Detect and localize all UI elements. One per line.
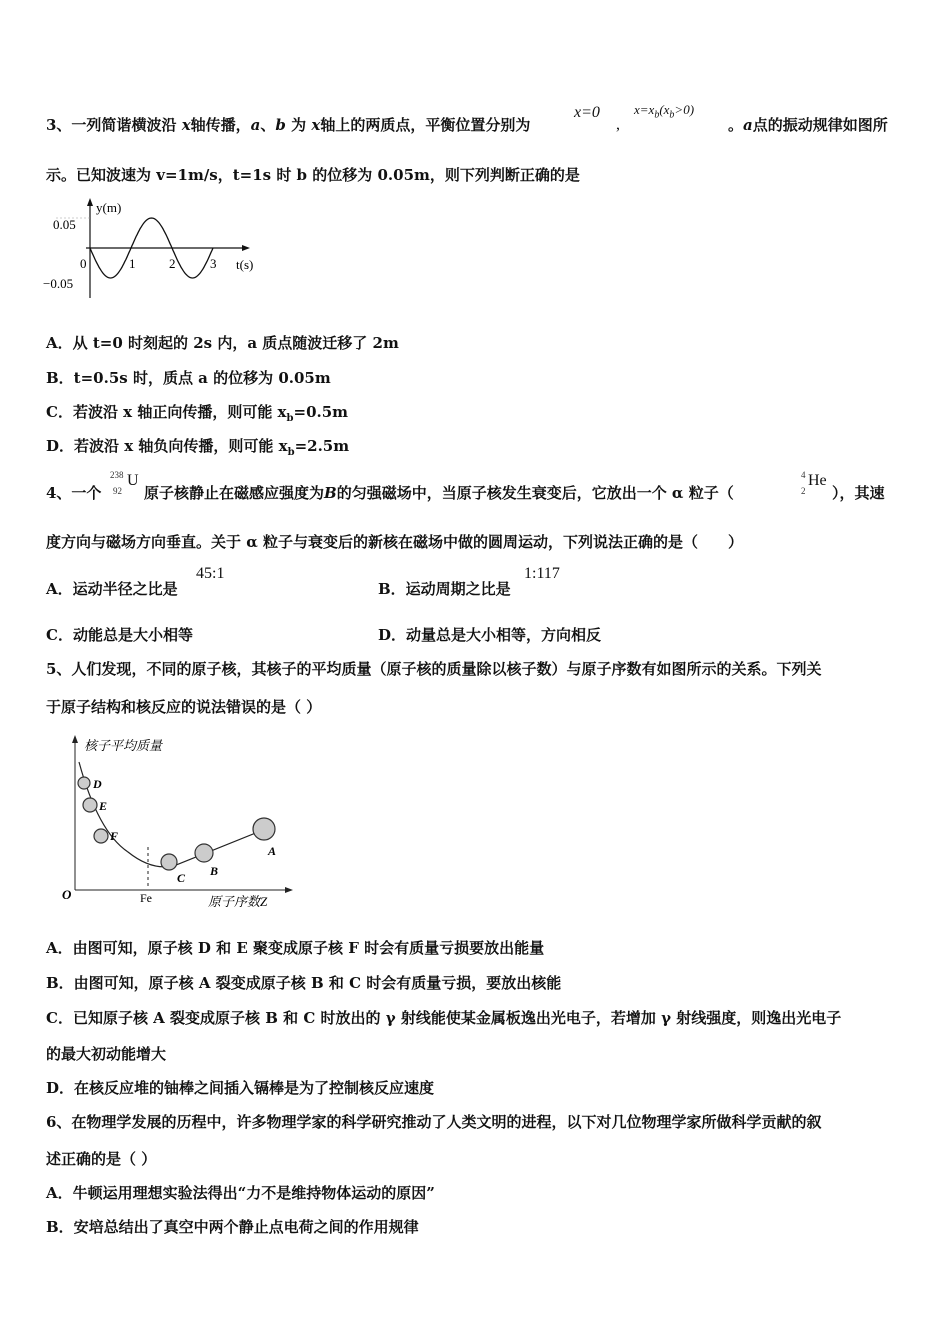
q4-stem-line1-start: 4、一个 xyxy=(46,484,102,502)
q3-text: 轴传播， xyxy=(190,116,251,134)
point-e xyxy=(83,798,97,812)
x-tick-3: 3 xyxy=(210,256,217,271)
y-tick-pos: 0.05 xyxy=(53,217,76,232)
q3-text: 轴上的两质点，平衡位置分别为 xyxy=(320,116,531,134)
label-c: C xyxy=(177,871,186,885)
q5-option-c-cont: 的最大初动能增大 xyxy=(46,1045,167,1063)
q4-stem-line1-end: ），其速 xyxy=(832,484,885,502)
q4-option-d: D．动量总是大小相等，方向相反 xyxy=(378,626,602,644)
q3-comma: , xyxy=(616,116,620,133)
label-a: A xyxy=(268,844,277,858)
q4-he-atomic: 2 xyxy=(801,486,806,496)
q5-binding-graph xyxy=(58,732,298,912)
q3-text: 、 xyxy=(260,116,276,134)
q6-option-a: A．牛顿运用理想实验法得出“力不是维持物体运动的原因” xyxy=(46,1184,435,1202)
q3-option-b: B．t=0.5s 时，质点 a 的位移为 0.05m xyxy=(46,369,331,387)
q3-pos-b-cond: (x xyxy=(659,102,670,117)
q6-stem-line2: 述正确的是（ ） xyxy=(46,1150,157,1168)
q4-u-atomic: 92 xyxy=(113,486,122,496)
q4-text: 原子核静止在磁感应强度为 xyxy=(144,484,325,502)
point-b xyxy=(195,844,213,862)
q3-text: 3、一列简谐横波沿 xyxy=(46,116,177,134)
origin-label: O xyxy=(62,887,72,902)
q3-stem-line1-end: 。a点的振动规律如图所 xyxy=(728,116,888,134)
q4-option-a: A．运动半径之比是 xyxy=(46,580,178,598)
q5-option-a: A．由图可知，原子核 D 和 E 聚变成原子核 F 时会有质量亏损要放出能量 xyxy=(46,939,545,957)
label-d: D xyxy=(93,777,102,791)
q3-option-c-val: =0.5m xyxy=(293,403,349,421)
q3-option-d-val: =2.5m xyxy=(294,437,350,455)
q6-option-b: B．安培总结出了真空中两个静止点电荷之间的作用规律 xyxy=(46,1218,419,1236)
q4-text: 的匀强磁场中，当原子核发生衰变后，它放出一个 α 粒子（ xyxy=(336,484,734,502)
q4-he-mass: 4 xyxy=(801,470,806,480)
q3-stem-line1: 3、一列简谐横波沿 x轴传播，a、b 为 x轴上的两质点，平衡位置分别为 xyxy=(46,116,531,134)
q3-pos-b-text: x=x xyxy=(634,102,655,117)
q5-option-b: B．由图可知，原子核 A 裂变成原子核 B 和 C 时会有质量亏损，要放出核能 xyxy=(46,974,562,992)
q3-stem-line2: 示。已知波速为 v=1m/s，t=1s 时 b 的位移为 0.05m，则下列判断正确的是 xyxy=(46,166,580,184)
label-b: B xyxy=(210,864,219,878)
q5-stem-line1: 5、人们发现，不同的原子核，其核子的平均质量（原子核的质量除以核子数）与原子序数有如图所示的关系。下列关 xyxy=(46,660,822,678)
q6-stem-line1: 6、在物理学发展的历程中，许多物理学家的科学研究推动了人类文明的进程，以下对几位物理学家所做科学贡献的叙 xyxy=(46,1113,822,1131)
q5-option-d: D．在核反应堆的铀棒之间插入镉棒是为了控制核反应速度 xyxy=(46,1079,435,1097)
q3-pos-b-cond-end: >0) xyxy=(674,102,695,117)
q3-text: 为 xyxy=(291,116,307,134)
q3-option-d-sub: b xyxy=(287,447,295,458)
label-f: F xyxy=(110,829,119,843)
q4-option-b: B．运动周期之比是 xyxy=(378,580,511,598)
point-f xyxy=(94,829,108,843)
y-axis-arrow xyxy=(87,198,93,206)
q3-pos-a: x=0 xyxy=(574,104,600,121)
q3-text: 点的振动规律如图所 xyxy=(752,116,888,134)
mass-curve xyxy=(79,762,263,867)
q3-option-c xyxy=(46,402,348,429)
q4-option-a-value: 45:1 xyxy=(196,565,225,582)
y-axis-arrow xyxy=(72,735,78,743)
q4-u-symbol: U xyxy=(127,472,139,489)
point-c xyxy=(161,854,177,870)
y-axis-label: 核子平均质量 xyxy=(84,738,163,753)
q4-he-symbol: He xyxy=(808,472,827,489)
x-axis-label: t(s) xyxy=(236,257,254,272)
q3-option-c-sub: b xyxy=(286,413,294,424)
y-axis-label: y(m) xyxy=(96,200,122,215)
label-e: E xyxy=(99,799,108,813)
q5-stem-line2: 于原子结构和核反应的说法错误的是（ ） xyxy=(46,698,322,716)
q3-oscillation-graph xyxy=(40,196,265,302)
q4-option-b-value: 1:117 xyxy=(524,565,560,582)
x-tick-0: 0 xyxy=(80,256,87,271)
q3-text: 。 xyxy=(728,116,744,134)
fe-label: Fe xyxy=(140,891,152,905)
q4-option-c: C．动能总是大小相等 xyxy=(46,626,193,644)
q3-option-d xyxy=(46,436,349,463)
q4-b-symbol: B xyxy=(324,484,337,502)
q4-stem-line2: 度方向与磁场方向垂直。关于 α 粒子与衰变后的新核在磁场中做的圆周运动，下列说法正确的是（ ） xyxy=(46,533,743,551)
x-tick-2: 2 xyxy=(169,256,176,271)
q3-pos-b xyxy=(634,102,694,121)
x-tick-1: 1 xyxy=(129,256,136,271)
x-axis-label: 原子序数Z xyxy=(208,894,268,909)
x-axis-arrow xyxy=(242,245,250,251)
q5-option-c: C．已知原子核 A 裂变成原子核 B 和 C 时放出的 γ 射线能使某金属板逸出光电子，若增加 γ 射线强度，则逸出光电子 xyxy=(46,1009,842,1027)
q3-option-a: A．从 t=0 时刻起的 2s 内，a 质点随波迁移了 2m xyxy=(46,334,399,352)
q3-pos-b-cond-sub: b xyxy=(669,109,675,121)
q3-option-c-text: C．若波沿 x 轴正向传播，则可能 x xyxy=(46,403,287,421)
x-axis-arrow xyxy=(285,887,293,893)
y-tick-neg: −0.05 xyxy=(43,276,74,291)
q4-u-mass: 238 xyxy=(110,470,124,480)
q3-option-d-text: D．若波沿 x 轴负向传播，则可能 x xyxy=(46,437,288,455)
q4-stem-line1-mid xyxy=(144,483,734,503)
point-a xyxy=(253,818,275,840)
point-d xyxy=(78,777,90,789)
q3-pos-b-sub: b xyxy=(654,109,660,121)
